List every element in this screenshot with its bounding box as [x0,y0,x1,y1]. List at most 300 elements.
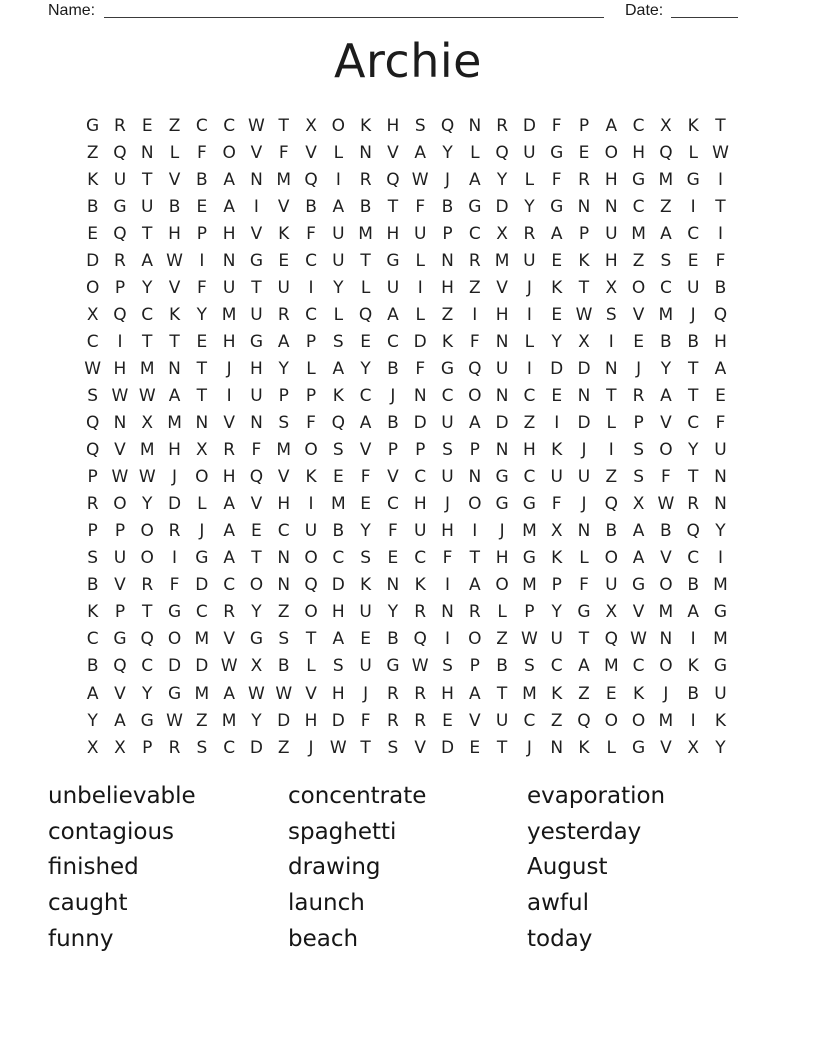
grid-letter: V [114,683,126,704]
grid-letter: U [495,358,509,379]
grid-letter: M [713,575,728,596]
grid-letter: U [359,656,372,677]
grid-letter: G [495,494,509,515]
grid-letter: N [277,575,291,596]
grid-letter: W [520,629,538,650]
grid-letter: W [220,656,238,677]
grid-letter: G [195,548,209,569]
grid-letter: I [717,223,723,244]
grid-letter: S [660,250,672,271]
grid-letter: P [551,575,562,596]
grid-letter: T [578,277,590,298]
grid-letter: P [524,602,535,623]
grid-letter: K [441,331,454,352]
grid-letter: T [387,196,399,217]
grid-letter: X [114,737,126,758]
grid-letter: C [305,250,317,271]
grid-letter: Y [333,277,344,298]
grid-letter: O [631,277,646,298]
grid-letter: N [577,196,591,217]
grid-letter: E [551,304,563,325]
grid-letter: P [305,331,317,352]
grid-letter: U [332,250,345,271]
grid-letter: I [445,575,451,596]
grid-letter: C [550,656,563,677]
grid-letter: T [496,683,508,704]
grid-letter: G [386,250,400,271]
grid-letter: U [413,223,427,244]
grid-letter: F [196,277,207,298]
grid-letter: G [631,169,646,190]
grid-letter: F [251,440,262,461]
grid-letter: F [306,223,316,244]
grid-letter: N [468,467,482,488]
grid-letter: Y [715,737,726,758]
grid-letter: M [631,223,646,244]
grid-letter: C [632,115,645,136]
grid-letter: W [411,656,429,677]
grid-letter: L [524,331,535,352]
grid-letter: X [550,521,563,542]
grid-letter: G [386,656,400,677]
grid-letter: N [140,142,154,163]
grid-letter: R [387,710,399,731]
grid-letter: X [660,115,672,136]
grid-letter: V [660,548,672,569]
grid-letter: N [441,250,454,271]
grid-letter: W [411,169,429,190]
grid-letter: X [196,440,208,461]
grid-letter: R [359,169,372,190]
grid-letter: U [550,467,563,488]
grid-letter: Q [604,494,618,515]
grid-letter: Y [387,602,399,623]
grid-letter: F [660,467,671,488]
grid-letter: C [632,656,645,677]
grid-letter: U [277,277,290,298]
grid-letter: T [469,548,480,569]
grid-letter: Q [659,142,673,163]
grid-letter: F [442,548,453,569]
grid-letter: C [687,223,700,244]
grid-letter: U [141,196,154,217]
grid-letter: K [332,385,344,406]
grid-letter: O [659,575,673,596]
grid-letter: H [168,440,181,461]
grid-letter: Q [386,169,400,190]
word-item: unbelievable [48,783,196,809]
grid-letter: T [142,331,153,352]
grid-letter: X [305,115,317,136]
grid-letter: W [138,385,156,406]
grid-letter: U [686,277,700,298]
grid-letter: T [142,223,153,244]
grid-letter: M [658,304,674,325]
grid-letter: N [413,385,427,406]
grid-letter: V [250,142,263,163]
grid-letter: Q [413,629,427,650]
grid-letter: H [331,602,345,623]
grid-letter: B [687,683,700,704]
grid-letter: S [524,656,535,677]
grid-letter: Q [604,629,618,650]
grid-letter: C [86,629,99,650]
grid-letter: T [360,250,371,271]
grid-letter: D [331,575,345,596]
grid-letter: A [414,142,427,163]
grid-letter: K [360,575,372,596]
grid-letter: M [330,494,346,515]
grid-letter: I [199,250,205,271]
grid-letter: R [523,223,536,244]
grid-letter: B [196,169,208,190]
grid-letter: I [608,331,614,352]
grid-letter: H [495,304,509,325]
grid-letter: H [168,223,181,244]
grid-letter: H [632,142,645,163]
grid-letter: A [468,575,481,596]
grid-letter: E [196,331,208,352]
grid-letter: V [250,223,263,244]
grid-letter: O [468,385,482,406]
grid-letter: J [581,440,587,461]
grid-letter: R [414,683,427,704]
grid-letter: D [522,115,536,136]
grid-letter: P [387,440,399,461]
grid-letter: M [522,521,537,542]
grid-letter: K [414,575,426,596]
grid-letter: O [604,548,618,569]
grid-letter: U [550,629,563,650]
grid-letter: E [551,250,563,271]
grid-letter: O [331,115,346,136]
grid-letter: C [223,575,236,596]
name-label: Name: [48,2,96,19]
grid-letter: K [87,169,99,190]
grid-letter: I [554,413,560,434]
grid-letter: C [141,656,154,677]
grid-letter: M [139,440,155,461]
grid-letter: S [278,413,290,434]
grid-letter: X [578,331,590,352]
grid-letter: N [468,115,482,136]
grid-letter: F [579,575,589,596]
grid-letter: T [715,115,726,136]
grid-letter: M [522,683,537,704]
grid-letter: A [359,413,372,434]
grid-letter: I [690,629,696,650]
grid-letter: Q [85,440,100,461]
grid-letter: O [222,142,236,163]
grid-letter: O [659,656,673,677]
grid-letter: D [577,413,591,434]
grid-letter: C [386,331,399,352]
grid-letter: U [605,575,618,596]
grid-letter: G [713,602,728,623]
grid-letter: O [195,467,209,488]
grid-letter: B [168,196,181,217]
grid-letter: I [690,196,696,217]
grid-letter: O [468,629,482,650]
grid-letter: G [440,358,455,379]
grid-letter: F [415,358,426,379]
grid-letter: V [277,196,290,217]
grid-letter: E [633,331,644,352]
grid-letter: R [632,385,645,406]
word-item: August [527,854,608,881]
grid-letter: L [169,142,180,163]
grid-letter: D [86,250,100,271]
grid-letter: Y [551,602,562,623]
grid-letter: A [714,358,727,379]
grid-letter: J [363,683,369,704]
grid-letter: W [575,304,593,325]
grid-letter: E [469,737,481,758]
grid-letter: J [690,304,696,325]
grid-letter: I [253,196,259,217]
grid-letter: V [632,304,645,325]
grid-letter: K [687,115,699,136]
grid-letter: R [141,575,154,596]
grid-letter: G [713,656,728,677]
grid-letter: K [168,304,181,325]
grid-letter: R [687,494,700,515]
grid-letter: X [605,277,618,298]
grid-letter: D [331,710,345,731]
grid-letter: R [114,115,126,136]
grid-letter: C [195,115,208,136]
grid-letter: E [278,250,290,271]
grid-letter: A [277,331,290,352]
grid-letter: V [496,277,508,298]
grid-letter: A [468,683,481,704]
grid-letter: N [113,413,127,434]
grid-letter: A [332,629,345,650]
grid-letter: Y [142,683,153,704]
grid-letter: C [414,467,427,488]
grid-letter: Q [440,115,455,136]
grid-letter: N [168,358,181,379]
grid-letter: O [249,575,264,596]
grid-letter: T [169,331,180,352]
grid-letter: C [659,277,672,298]
grid-letter: N [604,358,618,379]
grid-letter: P [87,467,98,488]
grid-letter: J [663,683,669,704]
grid-letter: F [715,413,726,434]
grid-letter: E [551,385,563,406]
grid-letter: C [414,548,427,569]
grid-letter: W [657,494,675,515]
grid-letter: S [442,440,453,461]
grid-letter: B [277,656,290,677]
grid-letter: A [223,521,235,542]
grid-letter: E [196,196,208,217]
grid-letter: G [249,250,264,271]
grid-letter: X [605,602,618,623]
grid-letter: V [359,440,372,461]
grid-letter: P [278,385,289,406]
grid-letter: M [713,629,728,650]
grid-letter: K [278,223,290,244]
grid-letter: F [551,494,562,515]
grid-letter: C [141,304,154,325]
grid-letter: N [495,331,509,352]
grid-letter: R [578,169,590,190]
grid-letter: N [495,385,509,406]
grid-letter: J [172,467,178,488]
word-column [288,779,426,958]
grid-letter: H [441,521,454,542]
grid-letter: L [306,358,316,379]
grid-letter: B [605,521,618,542]
grid-letter: E [605,683,617,704]
grid-letter: F [415,196,426,217]
grid-letter: B [714,277,727,298]
grid-letter: O [85,277,100,298]
grid-letter: J [636,358,642,379]
grid-letter: E [360,629,371,650]
grid-letter: Q [495,142,509,163]
grid-letter: N [250,413,263,434]
grid-letter: A [550,223,563,244]
grid-letter: Y [715,521,726,542]
grid-letter: B [332,521,345,542]
grid-letter: Z [441,304,454,325]
grid-letter: G [631,575,646,596]
grid-letter: Z [196,710,208,731]
grid-letter: I [226,385,232,406]
grid-letter: S [633,440,644,461]
grid-letter: A [687,602,699,623]
grid-letter: C [687,548,700,569]
grid-letter: U [605,223,618,244]
grid-letter: M [194,629,210,650]
grid-letter: P [305,385,317,406]
grid-letter: S [278,629,290,650]
grid-letter: Z [578,683,590,704]
grid-letter: A [387,304,399,325]
grid-letter: D [495,413,509,434]
grid-letter: J [308,737,314,758]
grid-letter: N [714,467,727,488]
grid-letter: C [687,413,700,434]
grid-letter: A [632,521,645,542]
grid-letter: R [86,494,99,515]
grid-letter: J [390,385,396,406]
grid-letter: N [577,385,591,406]
grid-letter: H [441,683,454,704]
grid-letter: L [688,142,698,163]
grid-letter: Q [577,710,591,731]
grid-letter: V [387,142,399,163]
grid-letter: G [686,169,700,190]
word-item: funny [48,925,114,952]
grid-letter: I [335,169,341,190]
grid-letter: W [111,385,129,406]
grid-letter: P [114,602,126,623]
grid-letter: P [633,413,644,434]
grid-letter: L [606,413,617,434]
grid-letter: Z [168,115,181,136]
grid-letter: K [305,467,317,488]
grid-letter: L [415,304,425,325]
grid-letter: O [113,494,127,515]
grid-letter: I [117,331,123,352]
grid-letter: K [551,277,563,298]
grid-letter: J [526,737,532,758]
grid-letter: E [442,710,453,731]
grid-letter: W [630,629,647,650]
grid-letter: K [551,548,563,569]
grid-letter: N [604,196,618,217]
grid-letter: I [526,358,532,379]
grid-letter: C [523,467,536,488]
name-fill-line [104,3,604,18]
grid-letter: G [249,629,264,650]
grid-letter: P [114,277,126,298]
word-column [527,779,665,958]
grid-letter: D [277,710,291,731]
grid-letter: G [468,196,482,217]
grid-letter: Q [113,142,127,163]
grid-letter: F [196,142,207,163]
grid-letter: G [522,494,536,515]
grid-letter: Q [304,575,318,596]
grid-letter: H [523,440,536,461]
grid-letter: W [84,358,102,379]
grid-letter: B [387,358,399,379]
grid-letter: B [441,196,454,217]
grid-letter: G [167,683,182,704]
grid-letter: I [472,521,478,542]
grid-letter: H [222,223,236,244]
grid-letter: W [166,710,183,731]
grid-letter: C [441,385,454,406]
grid-letter: E [360,331,371,352]
grid-letter: L [470,142,480,163]
grid-letter: W [111,467,129,488]
grid-letter: U [332,223,345,244]
grid-letter: G [249,331,264,352]
grid-letter: N [386,575,400,596]
grid-letter: T [251,277,262,298]
grid-letter: T [687,467,699,488]
grid-letter: J [199,521,205,542]
grid-letter: V [114,575,126,596]
grid-letter: G [113,196,127,217]
grid-letter: T [305,629,317,650]
grid-letter: C [305,304,317,325]
grid-letter: G [140,710,154,731]
grid-letter: S [332,331,344,352]
grid-letter: R [223,440,236,461]
grid-letter: H [331,683,345,704]
grid-letter: X [86,304,99,325]
grid-letter: F [360,710,371,731]
grid-letter: B [86,575,99,596]
word-item: contagious [48,818,175,845]
grid-letter: C [86,331,99,352]
grid-letter: F [388,521,398,542]
grid-letter: U [441,467,454,488]
grid-letter: N [495,440,509,461]
grid-letter: U [304,521,318,542]
grid-letter: H [386,223,400,244]
grid-letter: X [496,223,508,244]
grid-letter: Q [85,413,100,434]
grid-letter: B [387,629,399,650]
